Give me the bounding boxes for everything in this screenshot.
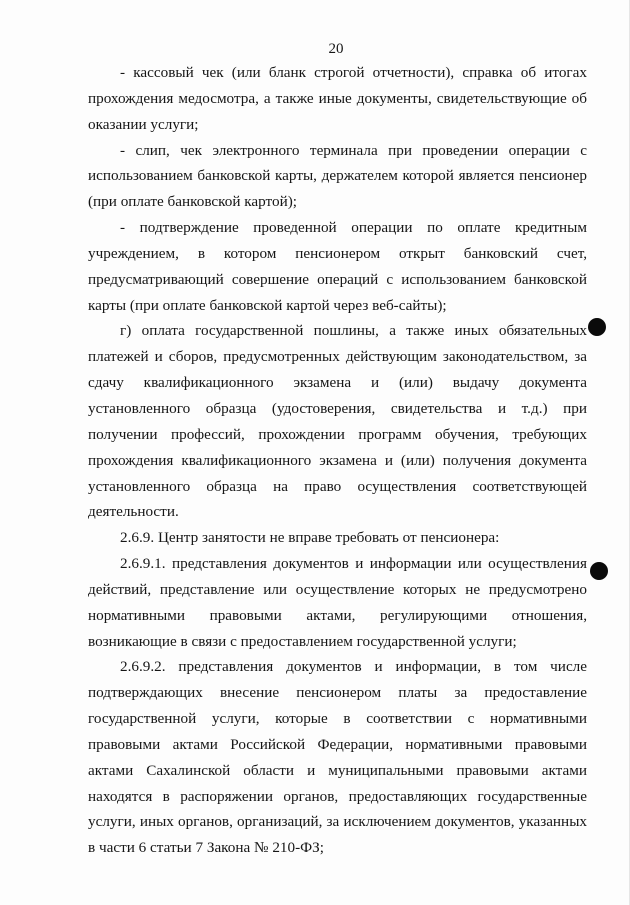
paragraph-payment-confirmation: - подтверждение проведенной операции по оплате кредитным учреждением, в котором пенсионером открыт банковский счет, предусматривающий совершение операций с использованием банковской карты (при оплате банковской картой через веб-сайты); [88, 219, 587, 314]
binding-hole-mark [590, 562, 608, 580]
paragraph-state-duty: г) оплата государственной пошлины, а также иных обязательных платежей и сборов, предусмотренных действующим законодательством, за сдачу квалификационного экзамена и (или) выдачу документа установленного образца (удостоверения, свидетельства и т.д.) при получении профессий, прохождении программ обучения, требующих прохождения квалификационного экзамена и (или) получения документа установленного образца на право осуществления соответствующей деятельности. [88, 322, 587, 521]
page-number: 20 [328, 41, 344, 57]
paragraph-terminal-slip: - слип, чек электронного терминала при проведении операции с использованием банковской карты, держателем которой является пенсионер (при оплате банковской картой); [88, 141, 587, 211]
binding-hole-mark [588, 318, 606, 336]
paragraph-cash-receipt: - кассовый чек (или бланк строгой отчетности), справка об итогах прохождения медосмотра, а также иные документы, свидетельствующие об оказании услуги; [88, 64, 587, 133]
paragraph-2-6-9-2: 2.6.9.2. представления документов и информации, в том числе подтверждающих внесение пенсионером платы за предоставление государственной услуги, которые в соответствии с нормативными правовыми актами Российской Федерации, нормативными правовыми актами Сахалинской области и муниципальными правовыми актами находятся в распоряжении органов, предоставляющих государственные услуги, иных органов, организаций, за исключением документов, указанных в части 6 статьи 7 Закона № 210-ФЗ; [88, 658, 587, 857]
paragraph-2-6-9-1: 2.6.9.1. представления документов и информации или осуществления действий, представление или осуществление которых не предусмотрено нормативными правовыми актами, регулирующими отношения, возникающие в связи с предоставлением государственной услуги; [88, 555, 587, 650]
paragraph-2-6-9: 2.6.9. Центр занятости не вправе требовать от пенсионера: [120, 529, 500, 547]
document-body [88, 60, 587, 861]
